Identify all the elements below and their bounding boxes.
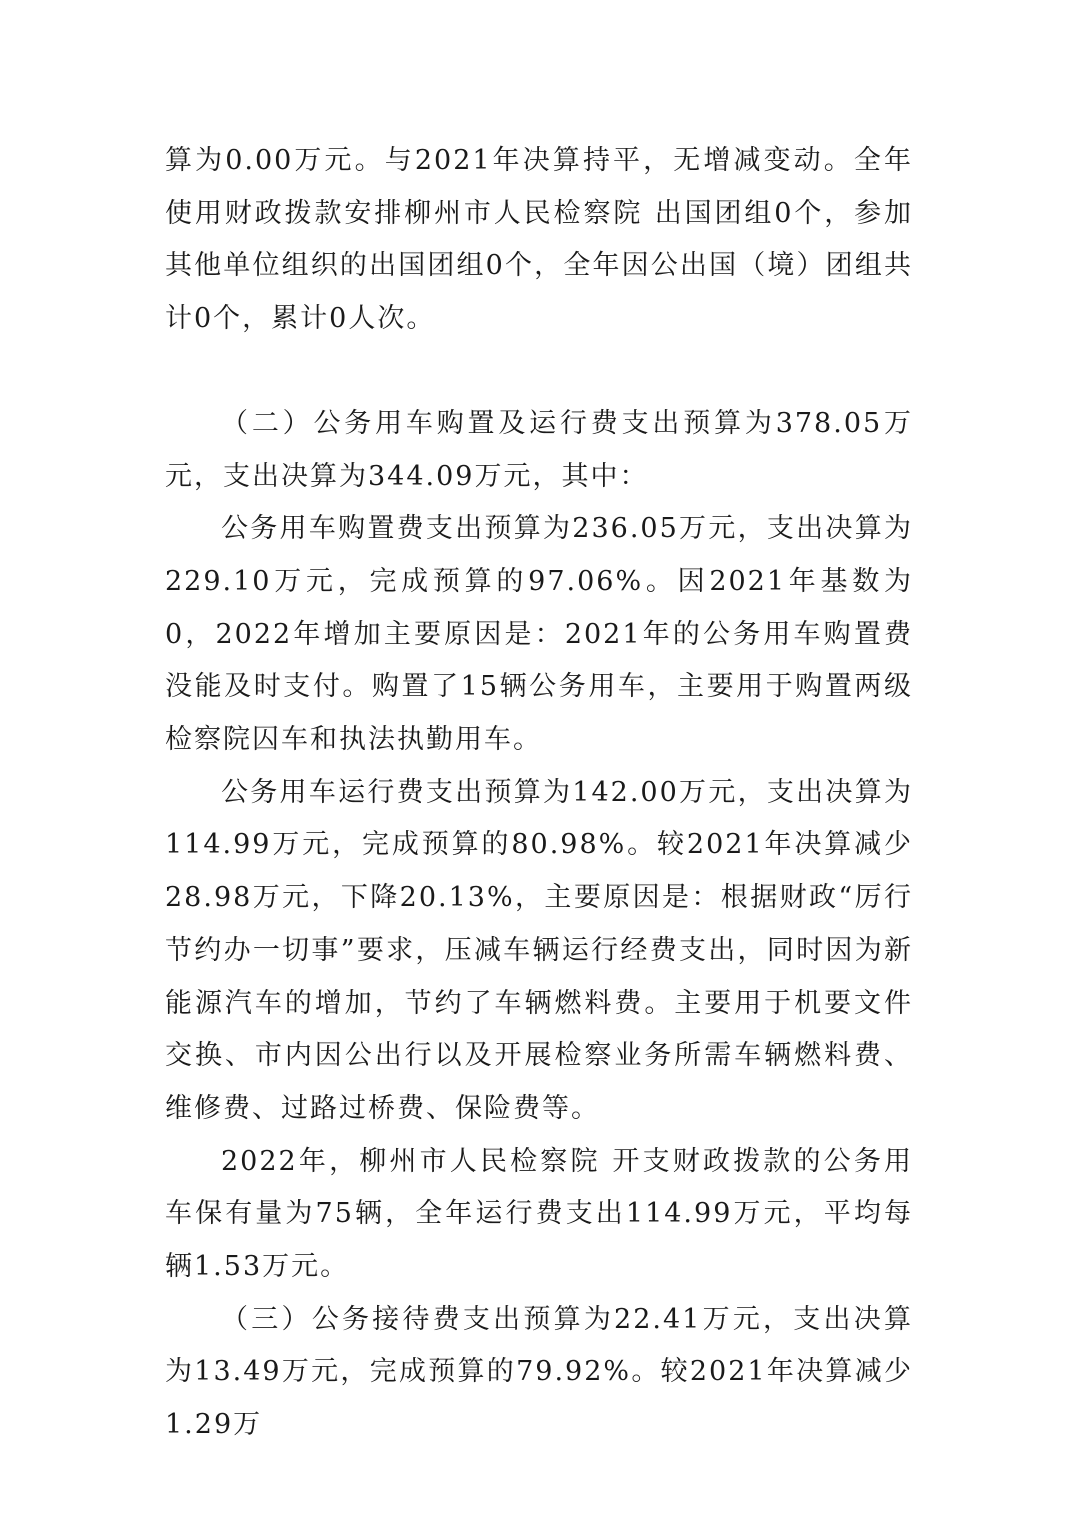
paragraph-overseas-trips: 算为0.00万元。与2021年决算持平，无增减变动。全年使用财政拨款安排柳州市人民检察院 出国团组0个，参加其他单位组织的出国团组0个，全年因公出国（境）团组共计0个，累计0人次。 [165,145,913,335]
paragraph-reception-expense: （三）公务接待费支出预算为22.41万元，支出决算为13.49万元，完成预算的79.92%。较2021年决算减少1.29万 [165,1303,913,1441]
paragraph-vehicle-operation: 公务用车运行费支出预算为142.00万元，支出决算为114.99万元，完成预算的80.98%。较2021年决算减少28.98万元，下降20.13%，主要原因是：根据财政“厉行节约办一切事”要求，压减车辆运行经费支出，同时因为新能源汽车的增加，节约了车辆燃料费。主要用于机要文件交换、市内因公出行以及开展检察业务所需车辆燃料费、维修费、过路过桥费、保险费等。 [165,776,913,1124]
paragraph-vehicle-heading: （二）公务用车购置及运行费支出预算为378.05万元，支出决算为344.09万元，其中： [165,407,913,492]
document-body [165,135,913,1452]
paragraph-vehicle-purchase: 公务用车购置费支出预算为236.05万元，支出决算为229.10万元，完成预算的97.06%。因2021年基数为0，2022年增加主要原因是：2021年的公务用车购置费没能及时支付。购置了15辆公务用车，主要用于购置两级检察院囚车和执法执勤用车。 [165,513,913,756]
paragraph-vehicle-count: 2022年，柳州市人民检察院 开支财政拨款的公务用车保有量为75辆，全年运行费支出114.99万元，平均每辆1.53万元。 [165,1145,913,1283]
